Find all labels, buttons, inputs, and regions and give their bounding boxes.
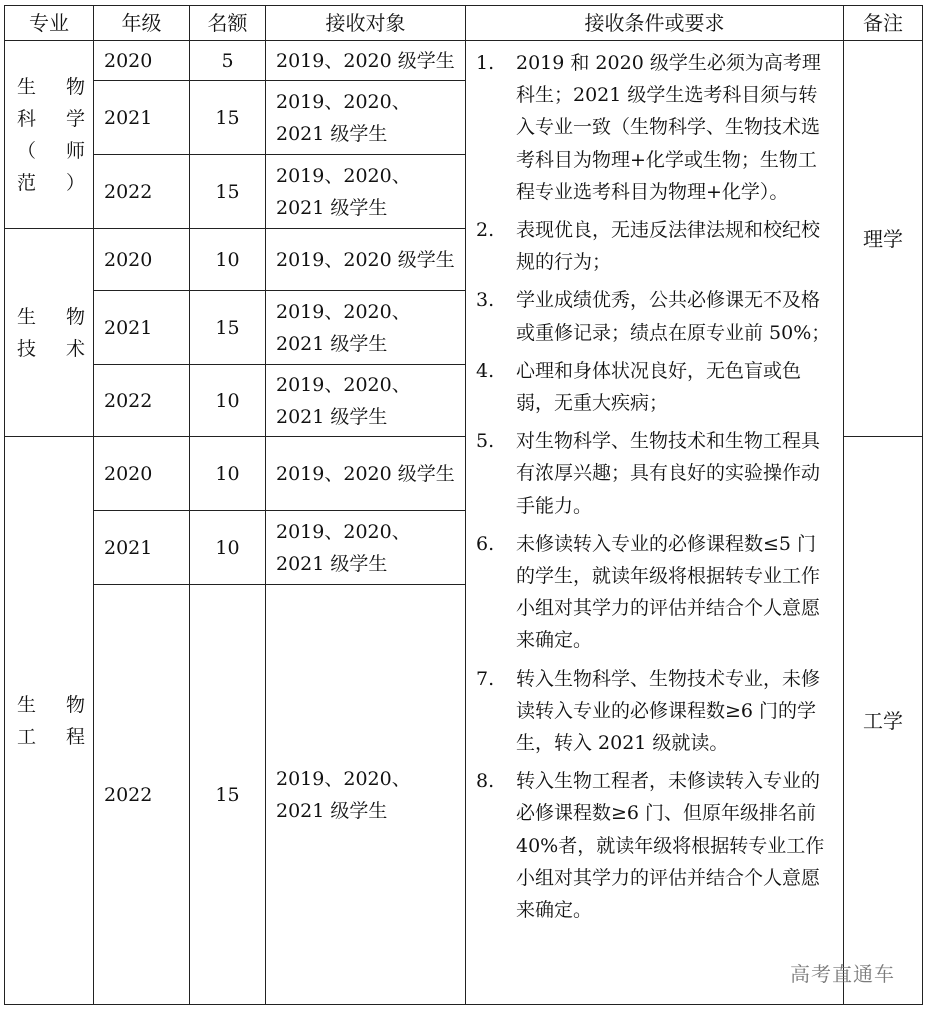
requirement-item: 6. 未修读转入专业的必修课程数≤5 门的学生，就读年级将根据转专业工作小组对其学力的评估并结合个人意愿来确定。: [476, 532, 821, 652]
quota-cell: 5: [190, 41, 266, 81]
grade-cell: 2021: [94, 81, 190, 155]
watermark: 高考直通车: [790, 962, 895, 986]
requirement-item: 2. 表现优良，无违反法律法规和校纪校规的行为；: [476, 219, 821, 274]
grade-cell: 2020: [94, 41, 190, 81]
header-quota: 名额: [190, 6, 266, 41]
quota-cell: 10: [190, 365, 266, 437]
grade-cell: 2022: [94, 155, 190, 229]
header-note: 备注: [844, 6, 923, 41]
target-cell: 2019、2020 级学生: [266, 437, 466, 511]
quota-cell: 15: [190, 291, 266, 365]
requirements-list: [476, 47, 833, 926]
target-cell: 2019、2020 级学生: [266, 229, 466, 291]
requirement-item: 8. 转入生物工程者，未修读转入专业的必修课程数≥6 门、但原年级排名前 40%者，就读年级将根据转专业工作小组对其学力的评估并结合个人意愿来确定。: [476, 770, 825, 922]
target-cell: 2019、2020、2021 级学生: [266, 365, 466, 437]
header-grade: 年级: [94, 6, 190, 41]
major-bio-engineering: 生 物 工程: [5, 437, 94, 1005]
requirement-item: 5. 对生物科学、生物技术和生物工程具有浓厚兴趣；具有良好的实验操作动手能力。: [476, 430, 821, 517]
requirement-item: 7. 转入生物科学、生物技术专业，未修读转入专业的必修课程数≥6 门的学生，转入 2021 级就读。: [476, 667, 821, 755]
requirement-item: 4. 心理和身体状况良好，无色盲或色弱，无重大疾病；: [476, 359, 802, 415]
target-cell: 2019、2020、2021 级学生: [266, 81, 466, 155]
quota-cell: 10: [190, 437, 266, 511]
quota-cell: 15: [190, 585, 266, 1005]
quota-cell: 10: [190, 229, 266, 291]
requirement-item: 1. 2019 和 2020 级学生必须为高考理科生；2021 级学生选考科目须与转入专业一致（生物科学、生物技术选考科目为物理+化学或生物；生物工程专业选考科目为物理+化学）。: [476, 52, 821, 203]
target-cell: 2019、2020、2021 级学生: [266, 291, 466, 365]
quota-cell: 15: [190, 81, 266, 155]
header-requirements: 接收条件或要求: [466, 6, 844, 41]
grade-cell: 2020: [94, 229, 190, 291]
note-engineering: 工学: [844, 437, 923, 1005]
requirements-cell: [466, 41, 844, 1005]
grade-cell: 2022: [94, 585, 190, 1005]
transfer-quota-table: [4, 5, 923, 1005]
major-bio-technology: 生 物 技术: [5, 229, 94, 437]
grade-cell: 2021: [94, 511, 190, 585]
quota-cell: 15: [190, 155, 266, 229]
target-cell: 2019、2020 级学生: [266, 41, 466, 81]
requirement-item: 3. 学业成绩优秀，公共必修课无不及格或重修记录；绩点在原专业前 50%；: [476, 289, 831, 344]
target-cell: 2019、2020、2021 级学生: [266, 511, 466, 585]
major-bio-science: 生 物 科 学 （ 师 范）: [5, 41, 94, 229]
table-row: [5, 41, 923, 81]
note-science: 理学: [844, 41, 923, 437]
grade-cell: 2021: [94, 291, 190, 365]
target-cell: 2019、2020、2021 级学生: [266, 155, 466, 229]
grade-cell: 2020: [94, 437, 190, 511]
header-major: 专业: [5, 6, 94, 41]
header-target: 接收对象: [266, 6, 466, 41]
target-cell: 2019、2020、2021 级学生: [266, 585, 466, 1005]
quota-cell: 10: [190, 511, 266, 585]
header-row: [5, 6, 923, 41]
grade-cell: 2022: [94, 365, 190, 437]
